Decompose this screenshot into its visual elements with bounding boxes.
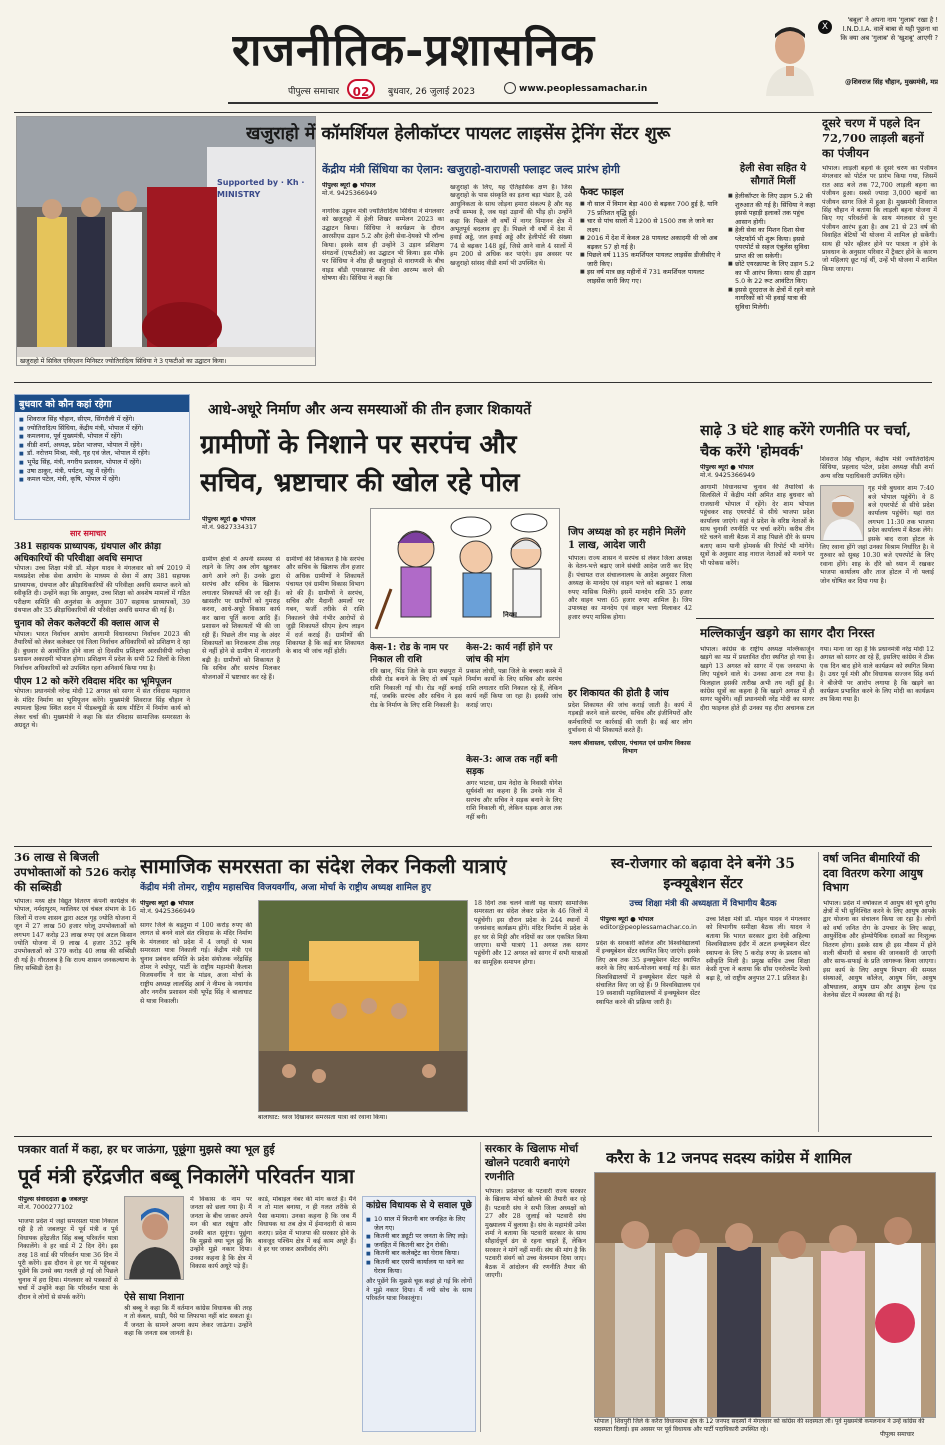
ayush-headline: वर्षा जनित बीमारियों की दवा वितरण करेगा आयुष विभाग [823,852,923,894]
yatra-body-col2: 18 दिनों तक चलने वाली यह यात्राएं सामाजिक समरसता का संदेश लेकर प्रदेश के 46 जिलों में पहुंचेंगी। इस दौरान प्रदेश के 244 स्थानों में जनसंवाद कार्यक्रम होंगे। मंदिर निर्माण में प्रदेश के हर घर से मिट्टी और नदियों का जल एकत्रित किया जाएगा। सभी यात्राएं 11 अगस्त तक सागर पहुंचेंगी और 12 अगस्त को सागर में सभी यात्राओं का सामूहिक समापन होगा। [474,900,588,966]
heli-item: ■ इससे दूरदराज के क्षेत्रों में रहने वाले नागरिकों को भी हवाई यात्रा की सुविधा मिलेगी। [728,286,818,312]
cartoon-label: नियम [503,611,517,619]
gram-headline: ग्रामीणों के निशाने पर सरपंच और सचिव, भ्रष्टाचार की खोल रहे पोल [200,430,520,498]
sawal-footer: और पूछेंगे कि मुझसे चूक कहां हो गई कि लोगों ने मुझे नकार दिया। मैं नयी सोच के साथ परिवर्तन यात्रा निकालूंगा। [366,1278,472,1302]
brief-body: भोपाल। उच्च शिक्षा मंत्री डॉ. मोहन यादव ने मंगलवार को वर्ष 2019 में मध्यप्रदेश लोक सेवा आयोग के माध्यम से सेवा में आए 381 सहायक प्राध्यापक, ग्रंथपाल और क्रीड़ाधिकारियों की परिवीक्षा अवधि समाप्त करने को स्वीकृति दी। उन्होंने कहा कि आयुक्त, उच्च शिक्षा को अवशेष मामलों में गठित परीक्षण समिति की अनुशंसा के अनुसार 307 सहायक प्राध्यापकों, 39 ग्रंथपाल और 35 क्रीड़ाधिकारियों की परिवीक्षा अवधि समाप्त की गई है। [14,565,190,615]
babbu-kicker: पत्रकार वार्ता में कहा, हर घर जाऊंगा, पूछूंगा मुझसे क्या भूल हुई [18,1143,275,1156]
case3-body: अगर भाटवा, ग्राम नेदोरा के निवासी योगेश सूर्यवंशी का कहना है कि उनके गांव में सरपंच और सचिव ने सड़क बनाने के लिए राशि निकाली थी, लेकिन सड़क आज तक नहीं बनी। [466,780,562,821]
bijli-headline: 36 लाख से बिजली उपभोक्ताओं को 526 करोड़ की सब्सिडी [14,850,136,894]
lead-body-col1: नागरिक उड्डयन मंत्री ज्योतिरादित्य सिंधिया ने मंगलवार को खजुराहो में हेली शिखर सम्मेलन 2023 का उद्घाटन किया। सिंधिया ने कार्यक्रम के दौरान आरसीएस उड़ान 5.2 और हेली सेवा-देयको भी लॉन्च किया। इसके साथ ही उन्होंने 3 उड़ान प्रशिक्षण संगठनों (एफटीओ) का उद्घाटन भी किया। इस मौके पर सिंधिया ने शीघ्र ही खजुराहो से वाराणसी के बीच वाइड बॉडी एयरक्राफ्ट की सेवा आरम्भ करने की घोषणा की। सिंधिया ने कहा कि [322,208,444,283]
case1-title: केस-1: रोड के नाम पर निकाल ली राशि [370,643,449,665]
fact-item: ■ इस वर्ष मात्र छह महीनों में 731 कमर्शियल पायलट लाइसेंस जारी किए गए। [580,268,722,285]
paper-name: पीपुल्स समाचार [288,87,340,97]
brief-body: भोपाल। प्रधानमंत्री नरेन्द्र मोदी 12 अगस्त को सागर में संत रविदास महाराज के मंदिर निर्माण का भूमिपूजन करेंगे। मुख्यमंत्री शिवराज सिंह चौहान ने श्यामला हिल्स स्थित सदन में पीडब्ल्यूडी के साथ मीटिंग में निर्माण कार्य को लेकर चर्चा की। मुख्यमंत्री ने कहा कि संत रविदास सामाजिक समरसता के अग्रदूत थे। [14,688,190,730]
jila-box [568,526,692,676]
lead-mobile: मो.नं. 9425366949 [322,190,377,197]
banner-text: Supported by · Kh · MINISTRY [217,178,305,199]
sawal-item: ■ 10 साल में कितनी बार जनहित के लिए जेल गए। [366,1215,472,1232]
ladli-box [822,116,937,378]
kharge-headline: मल्लिकार्जुन खड़गे का सागर दौरा निरस्त [700,626,875,640]
lead-byline: पीपुल्स ब्यूरो ● भोपाल [322,182,376,189]
lead-body-col2: खजुराहो के लिए, यह ऐतिहासिक क्षण है। जिस खजुराहो के पास संस्कृति का इतना बड़ा भंडार है, उसे आधुनिकता के साथ जोड़ना हमारा संकल्प है और यह तभी सम्भव है, जब यहां उड़ानों की भीड़ हो। उन्होंने कहा कि पिछले नौ वर्षों में नागर विमानन क्षेत्र में अभूतपूर्व बदलाव हुए हैं। पिछले नौ वर्षों में देश में हवाई अड्डे, जल हवाई अड्डे और हेलीपोर्ट की संख्या 74 से बढ़कर 148 हुई, जिसे आने वाले 4 सालों में हम 200 से अधिक कर पाएंगे। इस अवसर पर खजुराहो सांसद वीडी शर्मा भी उपस्थित थे। [450,184,572,267]
startup-headline: स्व-रोजगार को बढ़ावा देने बनेंगे 35 इन्क्यूबेशन सेंटर [610,856,795,892]
who-where-item: ■ कमल पटेल, मंत्री, कृषि, भोपाल में रहेंगे। [19,475,185,484]
yatra-subhead: केंद्रीय मंत्री तोमर, राष्ट्रीय महासचिव विजयवर्गीय, अजा मोर्चा के राष्ट्रीय अध्यक्ष शामिल हुए [140,883,431,893]
fact-list [580,200,722,285]
case3 [466,754,562,844]
x-icon: X [818,20,832,34]
gram-mobile: मो.नं. 9827334317 [202,524,257,531]
shah-photo [820,485,864,541]
patwari-headline: सरकार के खिलाफ मोर्चा खोलने पटवारी बनाएंगे रणनीति [485,1143,579,1183]
startup-body-col1: प्रदेश के सरकारी कॉलेज और विश्वविद्यालयों में इन्क्यूबेशन सेंटर स्थापित किए जाएंगे। इसके लिए अब तक 35 इन्क्यूबेशन सेंटर स्थापित करने के लिए कार्य-योजना बनाई गई है। सात विश्वविद्यालयों में इन्क्यूबेशन सेंटर पहले से संचालित किए जा रहे हैं। 9 विश्वविद्यालय एवं 19 स्वशासी महाविद्यालयों में इन्क्यूबेशन सेंटर स्थापित करने की प्रक्रिया जारी है। [596,940,700,1006]
ayush-body: भोपाल। प्रदेश में वर्षाकाल में आयुष की चूर्ण दुर्गंध क्षेत्रों में भी सुनिश्चित करने के लिए आयुष आपके द्वार योजना का संचालन किया जा रहा है। लोगों को वर्षा जनित रोग के उपचार के लिए काढ़ा, आयुर्वेदिक और होम्योपैथिक दवाओं का निःशुल्क वितरण होगा। इसके साथ ही इस मौसम में होने वाली बीमारी से बचाव की जानकारी दी जाएगी और साफ-सफाई के प्रति जागरूक किया जाएगा। इस कार्य के लिए आयुष विभाग की समस्त संस्थाओं, आयुष कॉलेज, आयुष विंग, आयुष औषधालय, आयुष ग्राम और आयुष हेल्थ एंड वेलनेस सेंटर में व्यवस्था की गई है। [823,899,936,999]
who-where-item: ■ शिवराज सिंह चौहान, सीएम, सिंगरौली में रहेंगे। [19,415,185,424]
masthead-rule [228,102,658,104]
who-where-item: ■ उषा ठाकुर, मंत्री, पर्यटन, महू में रहेंगी। [19,467,185,476]
shah-mobile: मो.नं. 9425366949 [700,472,755,479]
bijli-body: भोपाल। मध्य क्षेत्र विद्युत वितरण कंपनी कार्यक्षेत्र के भोपाल, नर्मदापुरम, ग्वालियर एवं चंबल संभाग के 16 जिलों में राज्य शासन द्वारा अटल गृह ज्योति योजना में जून में 27 लाख 50 हजार घरेलू उपभोक्ताओं को लगभग 147 करोड़ 23 लाख रुपए एवं अटल किसान ज्योति योजना में 9 लाख 4 हजार 352 कृषि उपभोक्ताओं को 379 करोड़ 40 लाख की सब्सिडी दी गई है। गौरतलब है कि राज्य शासन जनकल्याण के लिए सब्सिडी देता है। [14,898,136,973]
shah-timeline-item: गृह मंत्री बुधवार शाम 7:40 बजे भोपाल पहुंचेंगे। वे 8 बजे एयरपोर्ट से सीधे प्रदेश कार्यालय पहुंचेंगे। यहां रात लगभग 11:30 तक भाजपा प्रदेश कार्यालय में बैठक लेंगे। [868,485,934,535]
gram-byline-box [202,516,322,532]
gram-cartoon [370,508,560,638]
jila-title: जिप अध्यक्ष को हर महीने मिलेंगे 1 लाख, आदेश जारी [568,527,686,551]
babbu-body-col1: भाजपा प्रदेश में जहां समरसता यात्रा निकाल रही है तो जबलपुर में पूर्व मंत्री व पूर्व विधायक हरेंद्रजीत सिंह बब्बू परिवर्तन यात्रा निकालेंगे। वे हर वार्ड में 2 दिन देंगे। इस तरह 18 वार्ड की परिवर्तन यात्रा 36 दिन में पूरी करेंगे। इस दौरान वे हर घर में पहुंचकर पूछेंगे कि उनसे क्या गलती हो गई जो पिछले चुनाव में हरा दिया। मंगलवार को पत्रकारों से चर्चा में उन्होंने कहा कि परिवर्तन यात्रा के दौरान वे लोगों से संपर्क करेंगे। [18,1218,118,1301]
masthead [0,0,945,110]
yatra-byline: पीपुल्स ब्यूरो ● भोपाल [140,900,194,907]
sawal-item: ■ कितनी बार कलेक्ट्रेट का घेराव किया। [366,1249,472,1258]
shah-col2 [820,456,934,616]
section-title: राजनीतिक-प्रशासनिक [232,25,596,76]
who-where-item: ■ वीडी शर्मा, अध्यक्ष, प्रदेश भाजपा, भोपाल में रहेंगे। [19,441,185,450]
case2 [466,642,562,752]
startup-body-col2: उच्च शिक्षा मंत्री डॉ. मोहन यादव ने मंगलवार को विभागीय समीक्षा बैठक ली। यादव ने बताया कि भारत सरकार द्वारा देवी अहिल्या विश्वविद्यालय इंदौर में अटल इन्क्यूबेशन सेंटर स्थापना के लिए 5 करोड़ रुपए के प्रस्ताव को स्वीकृति मिली है। प्रमुख सचिव उच्च शिक्षा केसी गुप्ता ने बताया कि ग्रॉस एनरोलमेंट रेश्यो बढ़ा है, जो राष्ट्रीय अनुपात 27.1 प्रतिशत है। [706,916,810,982]
shikayat-title: हर शिकायत की होती है जांच [568,688,669,699]
sar-label: सार समाचार [70,529,107,538]
shah-timeline-item: इसके बाद राजा होटल के लिए रवाना होंगे जहां उनका विश्राम निर्धारित है। वे गुरुवार को सुबह 10.30 बजे एयरपोर्ट के लिए रवाना होंगे। शाह के दौरे को ध्यान में रखकर भाजपा कार्यालय और ताज होटल में नो फ्लाई जोन घोषित कर दिया गया है। [820,535,934,585]
brief-item [14,619,190,673]
cm-portrait [764,22,816,96]
gram-kicker: आधे-अधूरे निर्माण और अन्य समस्याओं की तीन हजार शिकायतें [208,402,532,418]
bijli-box [14,850,136,1140]
brief-title: चुनाव को लेकर कलेक्टरों की क्लास आज से [14,619,160,630]
sawal-title: कांग्रेस विधायक से ये सवाल पूछे [366,1201,472,1211]
globe-icon [504,82,516,94]
karera-photo-caption: भोपाल | शिवपुरी जिले के करैरा विधानसभा क्षेत्र के 12 जनपद सदस्यों ने मंगलवार को कांग्रेस की सदस्यता ली। पूर्व मुख्यमंत्री कमलनाथ ने उन्हें कांग्रेस की सदस्यता दिलाई। इस अवसर पर पूर्व विधायक और पार्टी पदाधिकारी उपस्थित रहे। [594,1418,925,1433]
babbu-byline: पीपुल्स संवाददाता ● जबलपुर [18,1196,88,1203]
fact-item: ■ चार से पांच सालों में 1200 से 1500 तक ले जाने का लक्ष्य। [580,217,722,234]
babbu-body-col2: में विकास के नाम पर जनता को छला गया है। मैं जनता के बीच जाकर अपने मन की बात रखूंगा और उनकी बात सुनूंगा। पूछूंगा कि मुझसे क्या भूल हुई कि उन्होंने मुझे नकार दिया। उनका कहना है कि क्षेत्र में विकास कार्य अधूरे पड़े हैं। [190,1196,252,1271]
babbu-photo [124,1196,184,1280]
startup-byline: पीपुल्स ब्यूरो ● भोपाल [600,916,654,923]
fact-file-title: फैक्ट फाइल [580,187,624,198]
yatra-mobile: मो.नं. 9425366949 [140,908,195,915]
patwari-body: भोपाल। प्रदेशभर के पटवारी राज्य सरकार के खिलाफ मोर्चा खोलने की तैयारी कर रहे हैं। पटवारी संघ ने सभी जिला अध्यक्षों को 27 और 28 जुलाई को पटवारी संघ मुख्यालय में बुलाया है। संघ के महामंत्री उमेश शर्मा ने बताया कि पटवारी सरकार के साथ सौहार्दपूर्ण ढंग से रहना चाहते हैं, लेकिन सरकार ने मांगें नहीं मानीं। संघ की मांग है कि पटवारी संवर्ग को उच्च वेतनमान दिया जाए। बैठक में आंदोलन की रणनीति तैयार की जाएगी। [485,1188,586,1280]
lead-photo-caption: खजुराहो में सिविल एविएशन मिनिस्टर ज्योतिरादित्य सिंधिया ने 3 एफटीओ का उद्घाटन किया। [17,357,316,366]
karera-headline: करैरा के 12 जनपद सदस्य कांग्रेस में शामिल [606,1149,852,1167]
brief-item [14,542,190,615]
heli-list [728,192,818,311]
lead-headline: खजुराहो में कॉमर्शियल हेलीकॉप्टर पायलट लाइसेंस ट्रेनिंग सेंटर शुरू [246,124,671,144]
heli-item: ■ हेली सेवा का मिशन दिशा सेवा प्लेटफॉर्म भी शुरू किया। इससे एयरपोर्ट से सहज एंबुलेंस सुविधा प्राप्त की जा सकेगी। [728,226,818,260]
shah-byline-box [700,464,810,480]
brief-title: 381 सहायक प्राध्यापक, ग्रंथपाल और क्रीड़ा अधिकारियों की परिवीक्षा अवधि समाप्त [14,542,161,564]
babbu-headline: पूर्व मंत्री हरेंद्रजीत बब्बू निकालेंगे परिवर्तन यात्रा [18,1164,355,1188]
top-rule [14,112,932,113]
tweet-text: 'बबूल' ने अपना नाम 'गुलाब' रखा है ! I.N.D.I.A. वालें बाबा से यही पूछना था कि क्या अब 'गुलाब' से 'खुशबू' आएगी ? [840,16,938,43]
startup-subhead: उच्च शिक्षा मंत्री की अध्यक्षता में विभागीय बैठक [629,899,777,909]
sawal-box [362,1196,476,1432]
patwari-box [480,1142,586,1432]
lead-subhead: केंद्रीय मंत्री सिंधिया का ऐलान: खजुराहो-वाराणसी फ्लाइट जल्द प्रारंभ होगी [322,163,620,176]
jila-body: भोपाल। राज्य शासन ने सरपंच से लेकर जिला अध्यक्ष के वेतन-भत्ते बढ़ाए जाने संबंधी आदेश जारी कर दिए हैं। पंचायत राज संचालनालय के आदेश अनुसार जिला अध्यक्ष के मानदेय एवं वाहन भत्ते को बढ़ाकर 1 लाख रुपए मासिक मिलेंगे। इसमें मानदेय राशि 35 हजार और वाहन भत्ता 65 हजार रुपए शामिल है। जिप उपाध्यक्ष का मानदेय एवं वाहन भत्ता मिलाकर 42 हजार रुपए मासिक होगा। [568,555,692,621]
lead-photo [16,116,316,366]
yatra-photo-caption: बालाघाट: ध्वज दिखाकर समरसता यात्रा को रवाना किया। [258,1114,388,1121]
fact-file [580,184,722,370]
lead-bottom-rule [14,382,932,383]
brief-item [14,677,190,731]
lead-byline-box [322,182,442,198]
case1-body: रवि खान, भिंड जिले के ग्राम रुछपुरा में सीसी रोड बनाने के लिए दो वर्ष पहले राशि निकाली गई थी। रोड नहीं बनाई गई, जबकि सरपंच और सचिव ने इस रोड के निर्माण के लिए राशि निकाली है। [370,668,462,709]
heli-item: ■ छोटे एयरक्राफ्ट के लिए उड़ान 5.2 का भी आरंभ किया। साथ ही उड़ान 5.0 के 22 रूट आवंटित किए। [728,260,818,286]
babbu-mobile: मो.नं. 7000277102 [18,1204,73,1211]
yatra-photo [258,900,468,1112]
yatra-headline: सामाजिक समरसता का संदेश लेकर निकली यात्राएं [140,854,507,878]
fact-item: ■ नौ साल में विमान बेड़ा 400 से बढ़कर 700 हुई है, यानि 75 प्रतिशत वृद्धि हुई। [580,200,722,217]
sawal-item: ■ जनहित में कितनी बार ट्रेन रोकी। [366,1241,472,1250]
shah-byline: पीपुल्स ब्यूरो ● भोपाल [700,464,754,471]
case3-title: केस-3: आज तक नहीं बनी सड़क [466,755,558,777]
tweet-box [758,8,938,104]
who-where-item: ■ कमलनाथ, पूर्व मुख्यमंत्री, भोपाल में रहेंगे। [19,432,185,441]
issue-date: बुधवार, 26 जुलाई 2023 [388,87,476,97]
page-number-badge [347,79,375,99]
ladli-headline: दूसरे चरण में पहले दिन 72,700 लाड़ली बहनों का पंजीयन [822,116,924,160]
who-where-item: ■ भूपेंद्र सिंह, मंत्री, नगरीय प्रशासन, भोपाल में रहेंगे। [19,458,185,467]
babbu-body-col3: कार्ड, मोबाइल नंबर की मांग करते हैं। मैंने न तो माल बनाया, न ही गलत तरीके से पैसा कमाया। उनका कहना है कि जब मैं विधायक था तब क्षेत्र में ईमानदारी से काम कराए। प्रदेश में भाजपा की सरकार होने के बावजूद पश्चिम क्षेत्र में कई काम अधूरे हैं। वे हर घर जाकर आशीर्वाद लेंगे। [258,1196,356,1254]
startup-email[interactable]: editor@peoplessamachar.co.in [600,924,697,931]
page-number: 02 [352,85,370,99]
shah-body-col2: शिवराज सिंह चौहान, केंद्रीय मंत्री ज्योतिरादित्य सिंधिया, प्रहलाद पटेल, प्रदेश अध्यक्ष वीडी शर्मा अन्य वरिष्ठ पदाधिकारी उपस्थित रहेंगे। [820,456,934,480]
shikayat-sign: मलय श्रीवास्तव, एसीएस, पंचायत एवं ग्रामीण विकास विभाग [569,739,691,756]
website-link[interactable]: www.peoplessamachar.in [519,84,648,94]
gram-byline: पीपुल्स ब्यूरो ● भोपाल [202,516,256,523]
kharge-rule [696,618,934,619]
heli-item: ■ हेलीकॉप्टर के लिए उड़ान 5.2 की शुरुआत की गई है। सिंधिया ने कहा इससे पहाड़ी इलाकों तक पहुंच आसान होगी। [728,192,818,226]
sawal-item: ■ कितनी बार ड्यूटी पर जनता के लिए लड़े। [366,1232,472,1241]
sadha-title: ऐसे साधा निशाना [124,1292,184,1303]
sawal-list [366,1215,472,1275]
who-where-box [14,394,190,520]
gram-body-col2: ग्रामीणों की शिकायत है कि सरपंच और सचिव के खिलाफ तीन हजार से अधिक ग्रामीणों ने शिकायतें पंचायत एवं ग्रामीण विकास विभाग को की हैं। ग्रामीणों ने सरपंच, सचिव और मैदानी अमलों पर गबन, फर्जी तरीके से राशि निकालने जैसे गंभीर आरोपों से जुड़ी शिकायतें सीएम हेल्प लाइन में दर्ज कराई हैं। ग्रामीणों की शिकायत है कि कई बार शिकायत के बाद भी जांच नहीं होती। [286,556,364,656]
case2-title: केस-2: कार्य नहीं होने पर जांच की मांग [466,643,553,665]
shikayat-body: प्रदेश शिकायत की जांच कराई जाती है। कार्य में गड़बड़ी करने वाले सरपंच, सचिव और इंजीनियरों और कर्मचारियों पर कार्रवाई की जाती है। कई बार लोग दुर्भावना से भी शिकायतें करते हैं। [568,702,692,735]
babbu-byline-box [18,1196,118,1212]
fact-item: ■ पिछले वर्ष 1135 कमर्शियल पायलट लाइसेंस डीजीसीए ने जारी किए। [580,251,722,268]
who-where-title: बुधवार को कौन कहां रहेगा [15,395,189,412]
shikayat-box [568,686,692,844]
briefs-column [14,542,190,838]
sadha-body: श्री बब्बू ने कहा कि मैं वर्तमान कांग्रेस विधायक की तरह न तो कंबल, साड़ी, पैसे या लिफाफा नहीं बांट सकता हूं। मैं जनता के सामने अपना काम लेकर जाऊंगा। उन्होंने कहा कि जनता सब जानती है। [124,1305,252,1338]
case1 [370,642,462,842]
ayush-box [818,852,936,1132]
bottom-section-rule [14,1136,932,1137]
who-where-item: ■ डॉ. नरोत्तम मिश्रा, मंत्री, गृह एवं जेल, भोपाल में रहेंगे। [19,449,185,458]
who-list [15,412,189,487]
karera-photo [594,1172,936,1418]
mid-rule [14,846,932,847]
shah-headline: साढ़े 3 घंटे शाह करेंगे रणनीति पर चर्चा, चैक करेंगे 'होमवर्क' [700,422,912,460]
brief-body: भोपाल। भारत निर्वाचन आयोग आगामी विधानसभा निर्वाचन 2023 की तैयारियों को लेकर कलेक्टर एवं जिला निर्वाचन अधिकारियों को प्रशिक्षण दे रहा है। बुधवार से आयोजित होने वाला दो दिवसीय प्रशिक्षण आरसीवीपी नरोन्हा प्रशासन अकादमी भोपाल होगा। प्रशिक्षण में प्रदेश के सभी 52 जिलों के जिला निर्वाचन अधिकारियों को उपस्थित रहना अनिवार्य किया गया है। [14,630,190,672]
shah-body-col1: आगामी विधानसभा चुनाव की तैयारियों के सिलसिले में केंद्रीय मंत्री अमित शाह बुधवार को राजधानी भोपाल में रहेंगे। देर शाम भोपाल पहुंचकर शाह एयरपोर्ट से सीधे भाजपा प्रदेश कार्यालय जाएंगे। वहां वे प्रदेश के वरिष्ठ नेताओं के साथ चुनावी रणनीति पर चर्चा करेंगे। करीब तीन घंटे चलने वाली बैठक में शाह पिछले दौरे के समय बताए काम यानी होमवर्क की रिपोर्ट भी मांगेंगे। सूत्रों के अनुसार शाह नाराज नेताओं को मनाने पर भी फोकस करेंगे। [700,484,814,567]
who-where-item: ■ ज्योतिरादित्य सिंधिया, केंद्रीय मंत्री, भोपाल में रहेंगे। [19,424,185,433]
yatra-byline-box [140,900,260,916]
karera-credit: पीपुल्स समाचार [880,1431,915,1438]
heli-box [728,162,818,372]
gram-body-col1: ग्रामीण क्षेत्रों में अपनी समस्या से लड़ने के लिए अब लोग खुलकर आगे आने लगे हैं। उनके द्वारा सरपंच और सचिव के खिलाफ लगातार शिकायतें की जा रही हैं। खासतौर पर ग्रामीणों को गुमराह करना, आधे-अधूरे विकास कार्य कर खाना पूर्ति करना आदि हैं। प्रशासन को शिकायतों भी की जा रही हैं। पिछले तीन माह के अंदर शिकायतों का निराकरण ठीक तरह से नहीं होने से ग्रामीण में नाराजगी बढ़ी है। ग्रामीणों को शिकायत है कि सचिव और सरपंच मिलकर योजनाओं में भ्रष्टाचार कर रहे हैं। [202,556,280,681]
heli-title: हेली सेवा सहित ये सौगातें मिलीं [739,163,807,187]
brief-title: पीएम 12 को करेंगे रविदास मंदिर का भूमिपूजन [14,676,172,687]
ladli-body: भोपाल। लाड़ली बहनों के दूसरे चरण का पंजीयन मंगलवार को पोर्टल पर प्रारंभ किया गया, जिसमें रात आठ बजे तक 72,700 लाड़ली बहना का पंजीयन हुआ। सबसे ज्यादा 3,000 बहनों का पंजीयन सागर जिले में हुआ है। मुख्यमंत्री शिवराज सिंह चौहान ने बताया कि लाड़ली बहना योजना में किए गए परिवर्तनों के साथ मंगलवार से पुनः पंजीयन आरंभ हुआ है। अब 21 से 23 वर्ष की विवाहित बेटियों भी योजना में शामिल हो सकेंगी। साथ ही फोर व्हीलर होने पर पात्रता न होने के प्रावधान के अनुसार परिवार में ट्रैक्टर होने के कारण जो महिलाएं छूट गई थीं, उन्हें भी योजना में शामिल किया जाएगा। [822,165,937,273]
yatra-body-col1: सागर जिले के बड़तुमा में 100 करोड़ रुपए की लागत से बनने वाले संत रविदास के मंदिर निर्माण के मंगलवार को प्रदेश में 4 जगहों से भव्य समरसता यात्रा निकाली गई। केंद्रीय मंत्री एवं चुनाव प्रबंधन समिति के प्रदेश संयोजक नरेंद्रसिंह तोमर ने श्योपुर, पार्टी के राष्ट्रीय महामंत्री कैलाश विजयवर्गीय ने धार के मांडव, अजा मोर्चा के राष्ट्रीय अध्यक्ष लालसिंह आर्य ने नीमच के नयागांव और नगरीय प्रशासन मंत्री भूपेंद्र सिंह ने बालाघाट से यात्रा निकाली। [140,922,252,1005]
startup-byline-box [600,916,720,932]
kharge-body: भोपाल। कांग्रेस के राष्ट्रीय अध्यक्ष मल्लिकार्जुन खड़गे का मप्र में प्रस्तावित दौरा स्थगित हो गया है। खड़गे 13 अगस्त को सागर में एक जनसभा के लिए पहुंचने वाले थे। उनका आना टल गया है। फिलहाल इसकी तारीख अभी तय नहीं हुई है। कांग्रेस सूत्रों का कहना है कि खड़गे अगस्त में ही सागर पहुंचेंगे। वहीं प्रधानमंत्री नरेंद्र मोदी का सागर दौरा फाइनल होते ही उनका यह दौरा अचानक टल गया। माना जा रहा है कि प्रधानमंत्री नरेंद्र मोदी 12 अगस्त को सागर आ रहे हैं, इसलिए कांग्रेस ने ठीक एक दिन बाद होने वाले कार्यक्रम को स्थगित किया है। उधर पूर्व मंत्री और विधायक सज्जन सिंह वर्मा ने बीजेपी पर आरोप लगाया है कि खड़गे का कार्यक्रम प्रभावित करने के लिए मोदी का कार्यक्रम तय किया गया है। [700,646,934,712]
case2-body: प्रकाश लोधी, पन्ना जिले के बच्चरा कस्बे में निर्माण कार्यों के लिए सचिव और सरपंच राशि लगातार राशि निकाल रहे हैं, लेकिन कार्य नहीं किया जा रहा है। इसकी जांच कराई जाए। [466,668,562,709]
tweet-handle: @शिवराज सिंह चौहान, मुख्यमंत्री, मप्र [845,78,938,86]
sadha-box [124,1290,252,1432]
sawal-item: ■ कितनी बार एसपी कार्यालय या थाने का घेराव किया। [366,1258,472,1275]
fact-item: ■ 2016 में देश में केवल 28 पायलट अकादमी थी जो अब बढ़कर 57 हो गई है। [580,234,722,251]
